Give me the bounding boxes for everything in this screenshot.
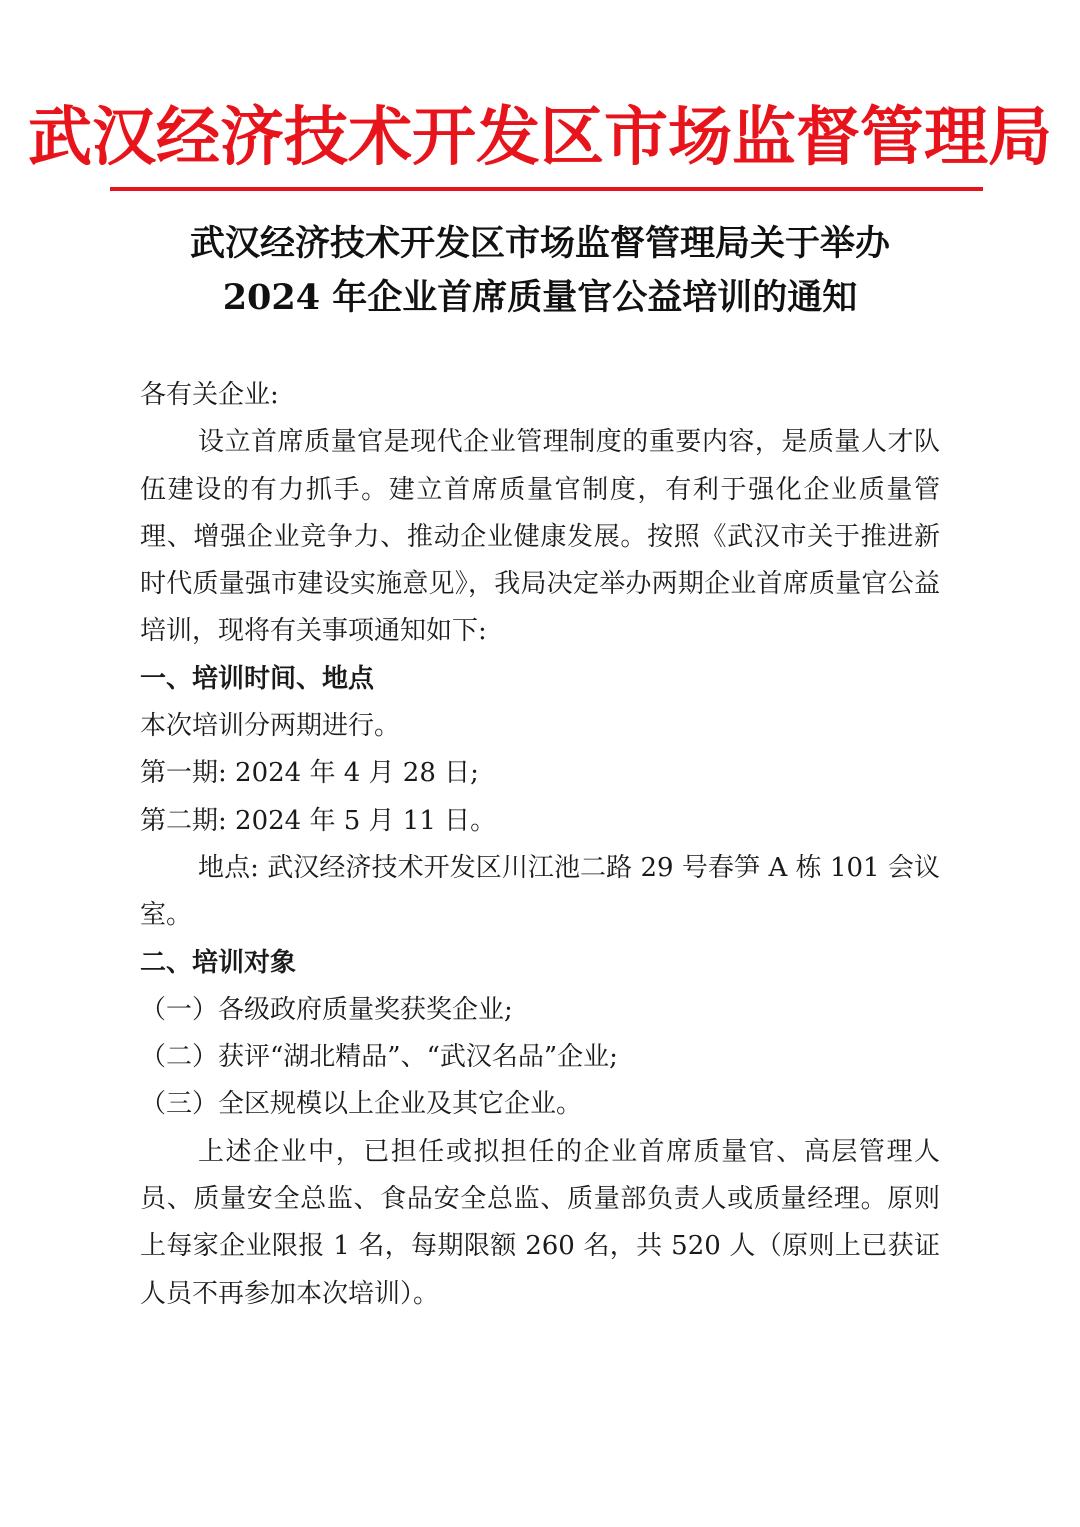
document-title-line-2: 2024 年企业首席质量官公益培训的通知 <box>222 277 858 318</box>
training-location: 地点: 武汉经济技术开发区川江池二路 29 号春笋 A 栋 101 会议室。 <box>140 852 940 931</box>
target-item: （一）各级政府质量奖获奖企业; <box>140 994 513 1025</box>
document-body <box>140 372 940 1318</box>
participants-paragraph: 上述企业中，已担任或拟担任的企业首席质量官、高层管理人员、质量安全总监、食品安全总监、质量部负责人或质量经理。原则上每家企业限报 1 名，每期限额 260 名，共 520 人（原则上已获证人员不再参加本次培训）。 <box>140 1136 940 1309</box>
session-2-date: 第二期: 2024 年 5 月 11 日。 <box>140 805 497 836</box>
target-item: （二）获评“湖北精品”、“武汉名品”企业; <box>140 1042 618 1073</box>
section-2-heading: 二、培训对象 <box>140 947 297 978</box>
salutation: 各有关企业: <box>140 380 279 410</box>
document-title-line-1: 武汉经济技术开发区市场监督管理局关于举办 <box>189 223 890 264</box>
masthead-red-rule <box>110 187 983 191</box>
intro-paragraph: 设立首席质量官是现代企业管理制度的重要内容，是质量人才队伍建设的有力抓手。建立首席质量官制度，有利于强化企业质量管理、增强企业竞争力、推动企业健康发展。按照《武汉市关于推进新时代质量强市建设实施意见》，我局决定举办两期企业首席质量官公益培训，现将有关事项通知如下: <box>140 427 940 647</box>
masthead-org-name: 武汉经济技术开发区市场监督管理局 <box>28 101 1052 175</box>
session-1-date: 第一期: 2024 年 4 月 28 日; <box>140 758 479 789</box>
target-item: （三）全区规模以上企业及其它企业。 <box>140 1089 583 1120</box>
section-1-line: 本次培训分两期进行。 <box>140 711 401 742</box>
section-1-heading: 一、培训时间、地点 <box>140 663 375 694</box>
